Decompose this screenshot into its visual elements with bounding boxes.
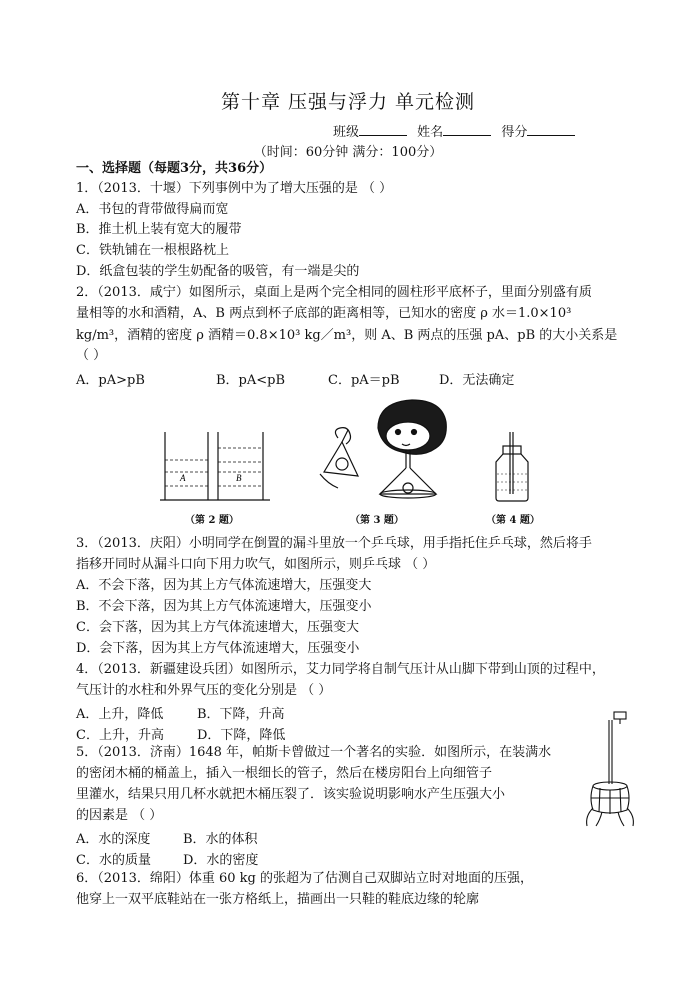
fig3-caption: （第 3 题）: [350, 515, 404, 526]
q5-option-c: C．水的质量: [76, 853, 151, 868]
q1-option-a: A．书包的背带做得扁而宽: [76, 202, 229, 217]
q4-options-row1: [76, 703, 285, 722]
q5-line2: 的密闭木桶的桶盖上，插入一根细长的管子，然后在楼房阳台上向细管子: [76, 766, 493, 781]
score-label: 得分: [501, 125, 528, 140]
q4-option-a: A．上升，降低: [76, 707, 164, 722]
q4-option-d: D．下降，降低: [197, 728, 286, 743]
q1-option-c: C．铁轨铺在一根根路枕上: [76, 243, 229, 258]
fig2-cups-diagram: [160, 432, 280, 507]
class-blank[interactable]: [359, 123, 407, 136]
q3-line1: 3．（2013．庆阳）小明同学在倒置的漏斗里放一个乒乓球，用手指托住乒乓球，然后将手: [76, 536, 592, 551]
q3-option-d: D．会下落，因为其上方气体流速增大，压强变小: [76, 641, 360, 656]
class-label: 班级: [333, 125, 360, 140]
q4-line2: 气压计的水柱和外界气压的变化分别是 （ ）: [76, 683, 332, 698]
section-heading: 一、选择题（每题3分，共36分）: [76, 161, 273, 176]
fig4-barometer-diagram: [488, 432, 548, 506]
q1-stem: 1．（2013．十堰）下列事例中为了增大压强的是 （ ）: [76, 181, 393, 196]
q2-options: [76, 369, 514, 388]
q2-line2: 量相等的水和酒精，A、B 两点到杯子底部的距离相等，已知水的密度 ρ 水＝1.0×10³: [76, 306, 572, 321]
q2-option-d: D．无法确定: [439, 373, 515, 388]
q4-options-row2: [76, 724, 285, 743]
q3-line2: 指移开同时从漏斗口向下用力吹气，如图所示，则乒乓球 （ ）: [76, 557, 436, 572]
q5-option-a: A．水的深度: [76, 832, 151, 847]
q4-option-b: B．下降，升高: [197, 707, 285, 722]
fig2-label-a: A: [180, 473, 186, 483]
q5-options-row1: [76, 828, 258, 847]
q2-line4: （ ）: [76, 348, 107, 363]
q2-option-b: B．pA<pB: [216, 373, 286, 388]
q4-line1: 4．（2013．新疆建设兵团）如图所示，艾力同学将自制气压计从山脚下带到山顶的过程中，: [76, 662, 605, 677]
q6-line1: 6．（2013．绵阳）体重 60 kg 的张超为了估测自己双脚站立时对地面的压强，: [76, 871, 533, 886]
q5-options-row2: [76, 849, 258, 868]
q5-option-d: D．水的密度: [183, 853, 259, 868]
q1-option-d: D．纸盒包装的学生奶配备的吸管，有一端是尖的: [76, 264, 360, 279]
q3-option-a: A．不会下落，因为其上方气体流速增大，压强变大: [76, 578, 372, 593]
q3-option-c: C．会下落，因为其上方气体流速增大，压强变大: [76, 620, 359, 635]
q5-line4: 的因素是 （ ）: [76, 808, 163, 823]
name-blank[interactable]: [443, 123, 491, 136]
q5-option-b: B．水的体积: [183, 832, 258, 847]
page-title: 第十章 压强与浮力 单元检测: [220, 91, 476, 113]
fig2-caption: （第 2 题）: [185, 515, 239, 526]
q5-line3: 里灌水，结果只用几杯水就把木桶压裂了．该实验说明影响水产生压强大小: [76, 787, 506, 802]
q2-line1: 2．（2013．咸宁）如图所示，桌面上是两个完全相同的圆柱形平底杯子，里面分别盛有质: [76, 285, 592, 300]
q3-option-b: B．不会下落，因为其上方气体流速增大，压强变小: [76, 599, 372, 614]
score-blank[interactable]: [527, 123, 575, 136]
q6-line2: 他穿上一双平底鞋站在一张方格纸上，描画出一只鞋的鞋底边缘的轮廓: [76, 892, 480, 907]
q1-option-b: B．推土机上装有宽大的履带: [76, 222, 242, 237]
q5-line1: 5．（2013．济南）1648 年，帕斯卡曾做过一个著名的实验．如图所示，在装满水: [76, 745, 552, 760]
name-label: 姓名: [417, 125, 444, 140]
q2-option-c: C．pA＝pB: [328, 373, 400, 388]
q5-pascal-barrel-diagram: [588, 712, 636, 832]
q2-option-a: A．pA>pB: [76, 373, 145, 388]
time-info: （时间：60分钟 满分：100分）: [253, 145, 443, 160]
q2-line3: kg/m³，酒精的密度 ρ 酒精＝0.8×10³ kg／m³，则 A、B 两点的压强 pA、pB 的大小关系是: [76, 328, 618, 343]
student-info-line: [333, 121, 581, 140]
fig2-label-b: B: [236, 473, 242, 483]
q4-option-c: C．上升，升高: [76, 728, 164, 743]
fig4-caption: （第 4 题）: [486, 515, 540, 526]
fig3-funnel-diagram: [318, 398, 448, 506]
